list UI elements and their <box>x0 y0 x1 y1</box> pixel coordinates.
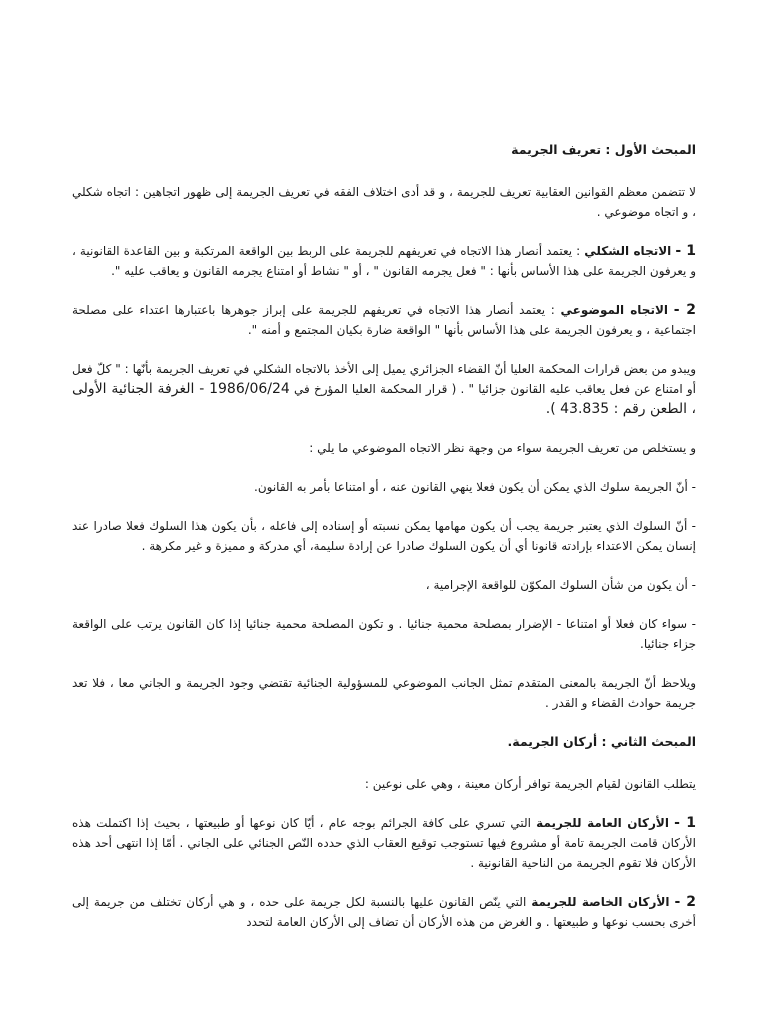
special-elements-term: الأركان الخاصة للجريمة <box>531 895 670 909</box>
formal-approach-paragraph <box>72 241 696 281</box>
section-2-title: المبحث الثاني : أركان الجريمة. <box>507 734 696 749</box>
document-page <box>72 140 696 951</box>
conclusion-point-2: - أنّ السلوك الذي يعتبر جريمة يجب أن يكون مهامها يمكن نسبته أو إسناده إلى فاعله ، بأن يكون هذا السلوك فعلا صادرا عند إنسان يمكن الاعتداء بإرادته قانونا أي أن يكون السلوك صادرا عن إرادة سليمة، أي مدركة و مميزة و غير مكرهة . <box>72 519 696 553</box>
formal-approach-text: : يعتمد أنصار هذا الاتجاه في تعريفهم للجريمة على الربط بين الواقعة المرتكبة و بين القاعدة القانونية ، و يعرفون الجريمة على هذا الأساس بأنها : " فعل يجرمه القانون " ، أو " نشاط أو امتناع يجرمه القانون و يعاقب عليه ". <box>72 244 696 278</box>
formal-approach-number: 1 - <box>675 243 697 259</box>
formal-approach-term: الاتجاه الشكلي <box>584 244 672 258</box>
substantive-approach-text: : يعتمد أنصار هذا الاتجاه في تعريفهم للجريمة على إبراز جوهرها باعتبارها اعتداء على مصلحة اجتماعية ، و يعرفون الجريمة على هذا الأساس بأنها " الواقعة ضارة بكيان المجتمع و أمنه ". <box>72 303 696 337</box>
general-elements-paragraph <box>72 813 696 873</box>
section-1-intro: لا تتضمن معظم القوانين العقابية تعريف للجريمة ، و قد أدى اختلاف الفقه في تعريف الجريمة إلى ظهور اتجاهين : اتجاه شكلي ، و اتجاه موضوعي . <box>72 185 696 219</box>
special-elements-paragraph <box>72 892 696 932</box>
section-1-title: المبحث الأول : تعريف الجريمة <box>511 142 696 157</box>
general-elements-number: 1 - <box>674 815 696 831</box>
conclusion-point-3: - أن يكون من شأن السلوك المكوّن للواقعة الإجرامية ، <box>425 578 696 592</box>
substantive-approach-paragraph <box>72 300 696 340</box>
supreme-court-paragraph <box>72 359 696 419</box>
substantive-approach-number: 2 - <box>673 302 696 318</box>
conclusion-point-4: - سواء كان فعلا أو امتناعا - الإضرار بمصلحة محمية جنائيا . و تكون المصلحة محمية جنائيا إذا كان القانون يرتب على الواقعة جزاء جنائيا. <box>72 617 696 651</box>
supreme-court-citation: 1986/06/24 - الغرفة الجنائية الأولى ، الطعن رقم : 43.835 ). <box>72 381 696 417</box>
special-elements-text: التي ينّص القانون عليها بالنسبة لكل جريمة على حده ، و هي أركان تختلف من جريمة إلى أخرى بحسب نوعها و طبيعتها . و الغرض من هذه الأركان أن تضاف إلى الأركان العامة لتحدد <box>72 895 696 929</box>
section-2-intro: يتطلب القانون لقيام الجريمة توافر أركان معينة ، وهي على نوعين : <box>364 777 696 791</box>
special-elements-number: 2 - <box>674 894 696 910</box>
conclusion-intro: و يستخلص من تعريف الجريمة سواء من وجهة نظر الاتجاه الموضوعي ما يلي : <box>309 441 696 455</box>
section-1-note: ويلاحظ أنّ الجريمة بالمعنى المتقدم تمثل الجانب الموضوعي للمسؤولية الجنائية تقتضي وجود الجريمة و الجاني معا ، فلا تعد جريمة حوادث القضاء و القدر . <box>72 676 696 710</box>
conclusion-point-1: - أنّ الجريمة سلوك الذي يمكن أن يكون فعلا ينهي القانون عنه ، أو امتناعا بأمر به القانون. <box>254 480 696 494</box>
supreme-court-text: ويبدو من بعض قرارات المحكمة العليا أنّ القضاء الجزائري يميل إلى الأخذ بالاتجاه الشكلي في تعريف الجريمة بأنّها : " كلّ فعل أو امتناع عن فعل يعاقب عليه القانون جزائيا " . ( قرار المحكمة العليا المؤرخ في <box>72 362 696 396</box>
general-elements-text: التي تسري على كافة الجرائم بوجه عام ، أيّا كان نوعها أو طبيعتها ، بحيث إذا اكتملت هذه الأركان قامت الجريمة تامة أو مشروع فيها تستوجب توقيع العقاب الذي حدده النّص الجنائي على الجاني . أمّا إذا انتهى أحد هذه الأركان فلا تقوم الجريمة من الناحية القانونية . <box>72 816 696 870</box>
substantive-approach-term: الاتجاه الموضوعي <box>560 303 668 317</box>
general-elements-term: الأركان العامة للجريمة <box>536 816 669 830</box>
